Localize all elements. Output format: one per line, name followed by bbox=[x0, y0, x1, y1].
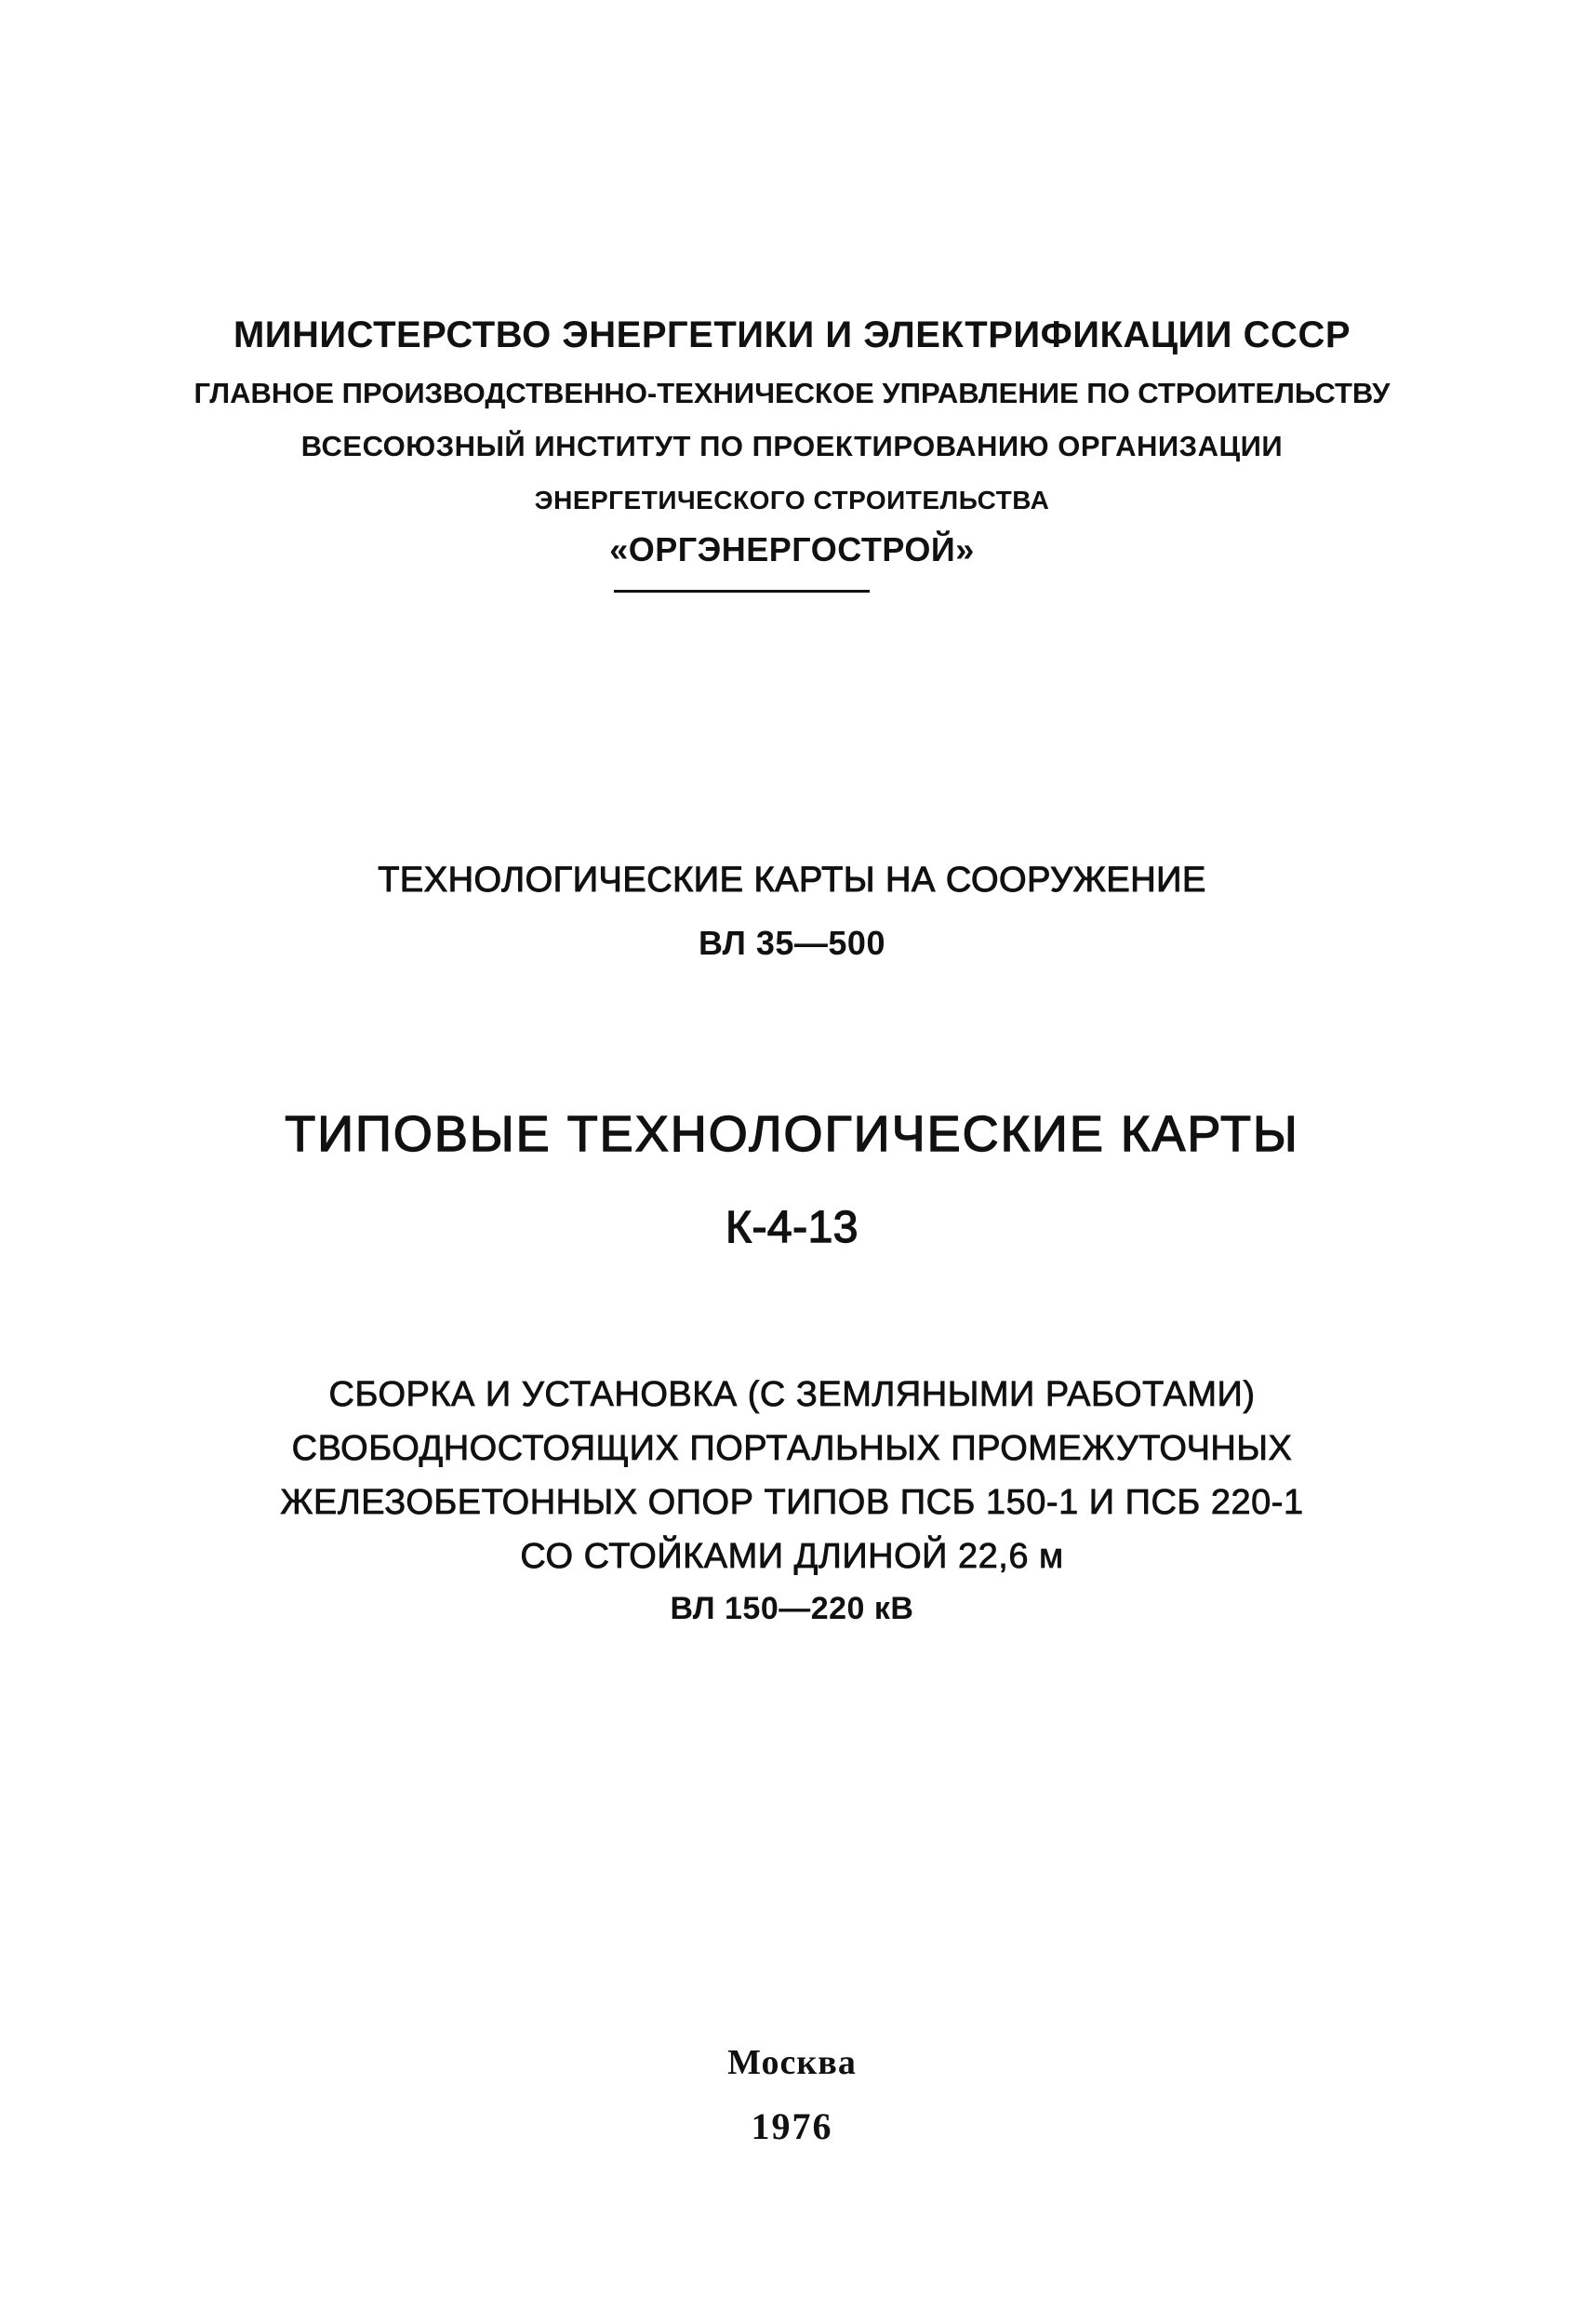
institute-name-line1: ВСЕСОЮЗНЫЙ ИНСТИТУТ ПО ПРОЕКТИРОВАНИЮ ОРГАНИЗАЦИИ bbox=[300, 430, 1284, 462]
directorate-name: ГЛАВНОЕ ПРОИЗВОДСТВЕННО-ТЕХНИЧЕСКОЕ УПРАВЛЕНИЕ ПО СТРОИТЕЛЬСТВУ bbox=[193, 377, 1391, 409]
document-code: К-4-13 bbox=[725, 1203, 859, 1252]
institute-name-line2: ЭНЕРГЕТИЧЕСКОГО СТРОИТЕЛЬСТВА bbox=[534, 486, 1050, 514]
subtitle-line-2: СВОБОДНОСТОЯЩИХ ПОРТАЛЬНЫХ ПРОМЕЖУТОЧНЫХ bbox=[291, 1429, 1293, 1468]
subtitle-line-5: ВЛ 150—220 кВ bbox=[670, 1591, 914, 1626]
document-title: ТИПОВЫЕ ТЕХНОЛОГИЧЕСКИЕ КАРТЫ bbox=[285, 1106, 1299, 1162]
organization-name: «ОРГЭНЕРГОСТРОЙ» bbox=[609, 530, 975, 568]
publication-year: 1976 bbox=[751, 2105, 833, 2147]
series-title: ТЕХНОЛОГИЧЕСКИЕ КАРТЫ НА СООРУЖЕНИЕ bbox=[378, 861, 1206, 900]
subtitle-line-3: ЖЕЛЕЗОБЕТОННЫХ ОПОР ТИПОВ ПСБ 150-1 И ПСБ 220-1 bbox=[280, 1483, 1304, 1522]
subtitle-line-1: СБОРКА И УСТАНОВКА (С ЗЕМЛЯНЫМИ РАБОТАМИ) bbox=[328, 1375, 1256, 1414]
subtitle-line-4: СО СТОЙКАМИ ДЛИНОЙ 22,6 м bbox=[520, 1537, 1064, 1576]
series-scope: ВЛ 35—500 bbox=[699, 924, 885, 962]
publication-city: Москва bbox=[727, 2043, 857, 2082]
ministry-name: МИНИСТЕРСТВО ЭНЕРГЕТИКИ И ЭЛЕКТРИФИКАЦИИ СССР bbox=[233, 314, 1351, 355]
header-divider bbox=[614, 590, 870, 593]
